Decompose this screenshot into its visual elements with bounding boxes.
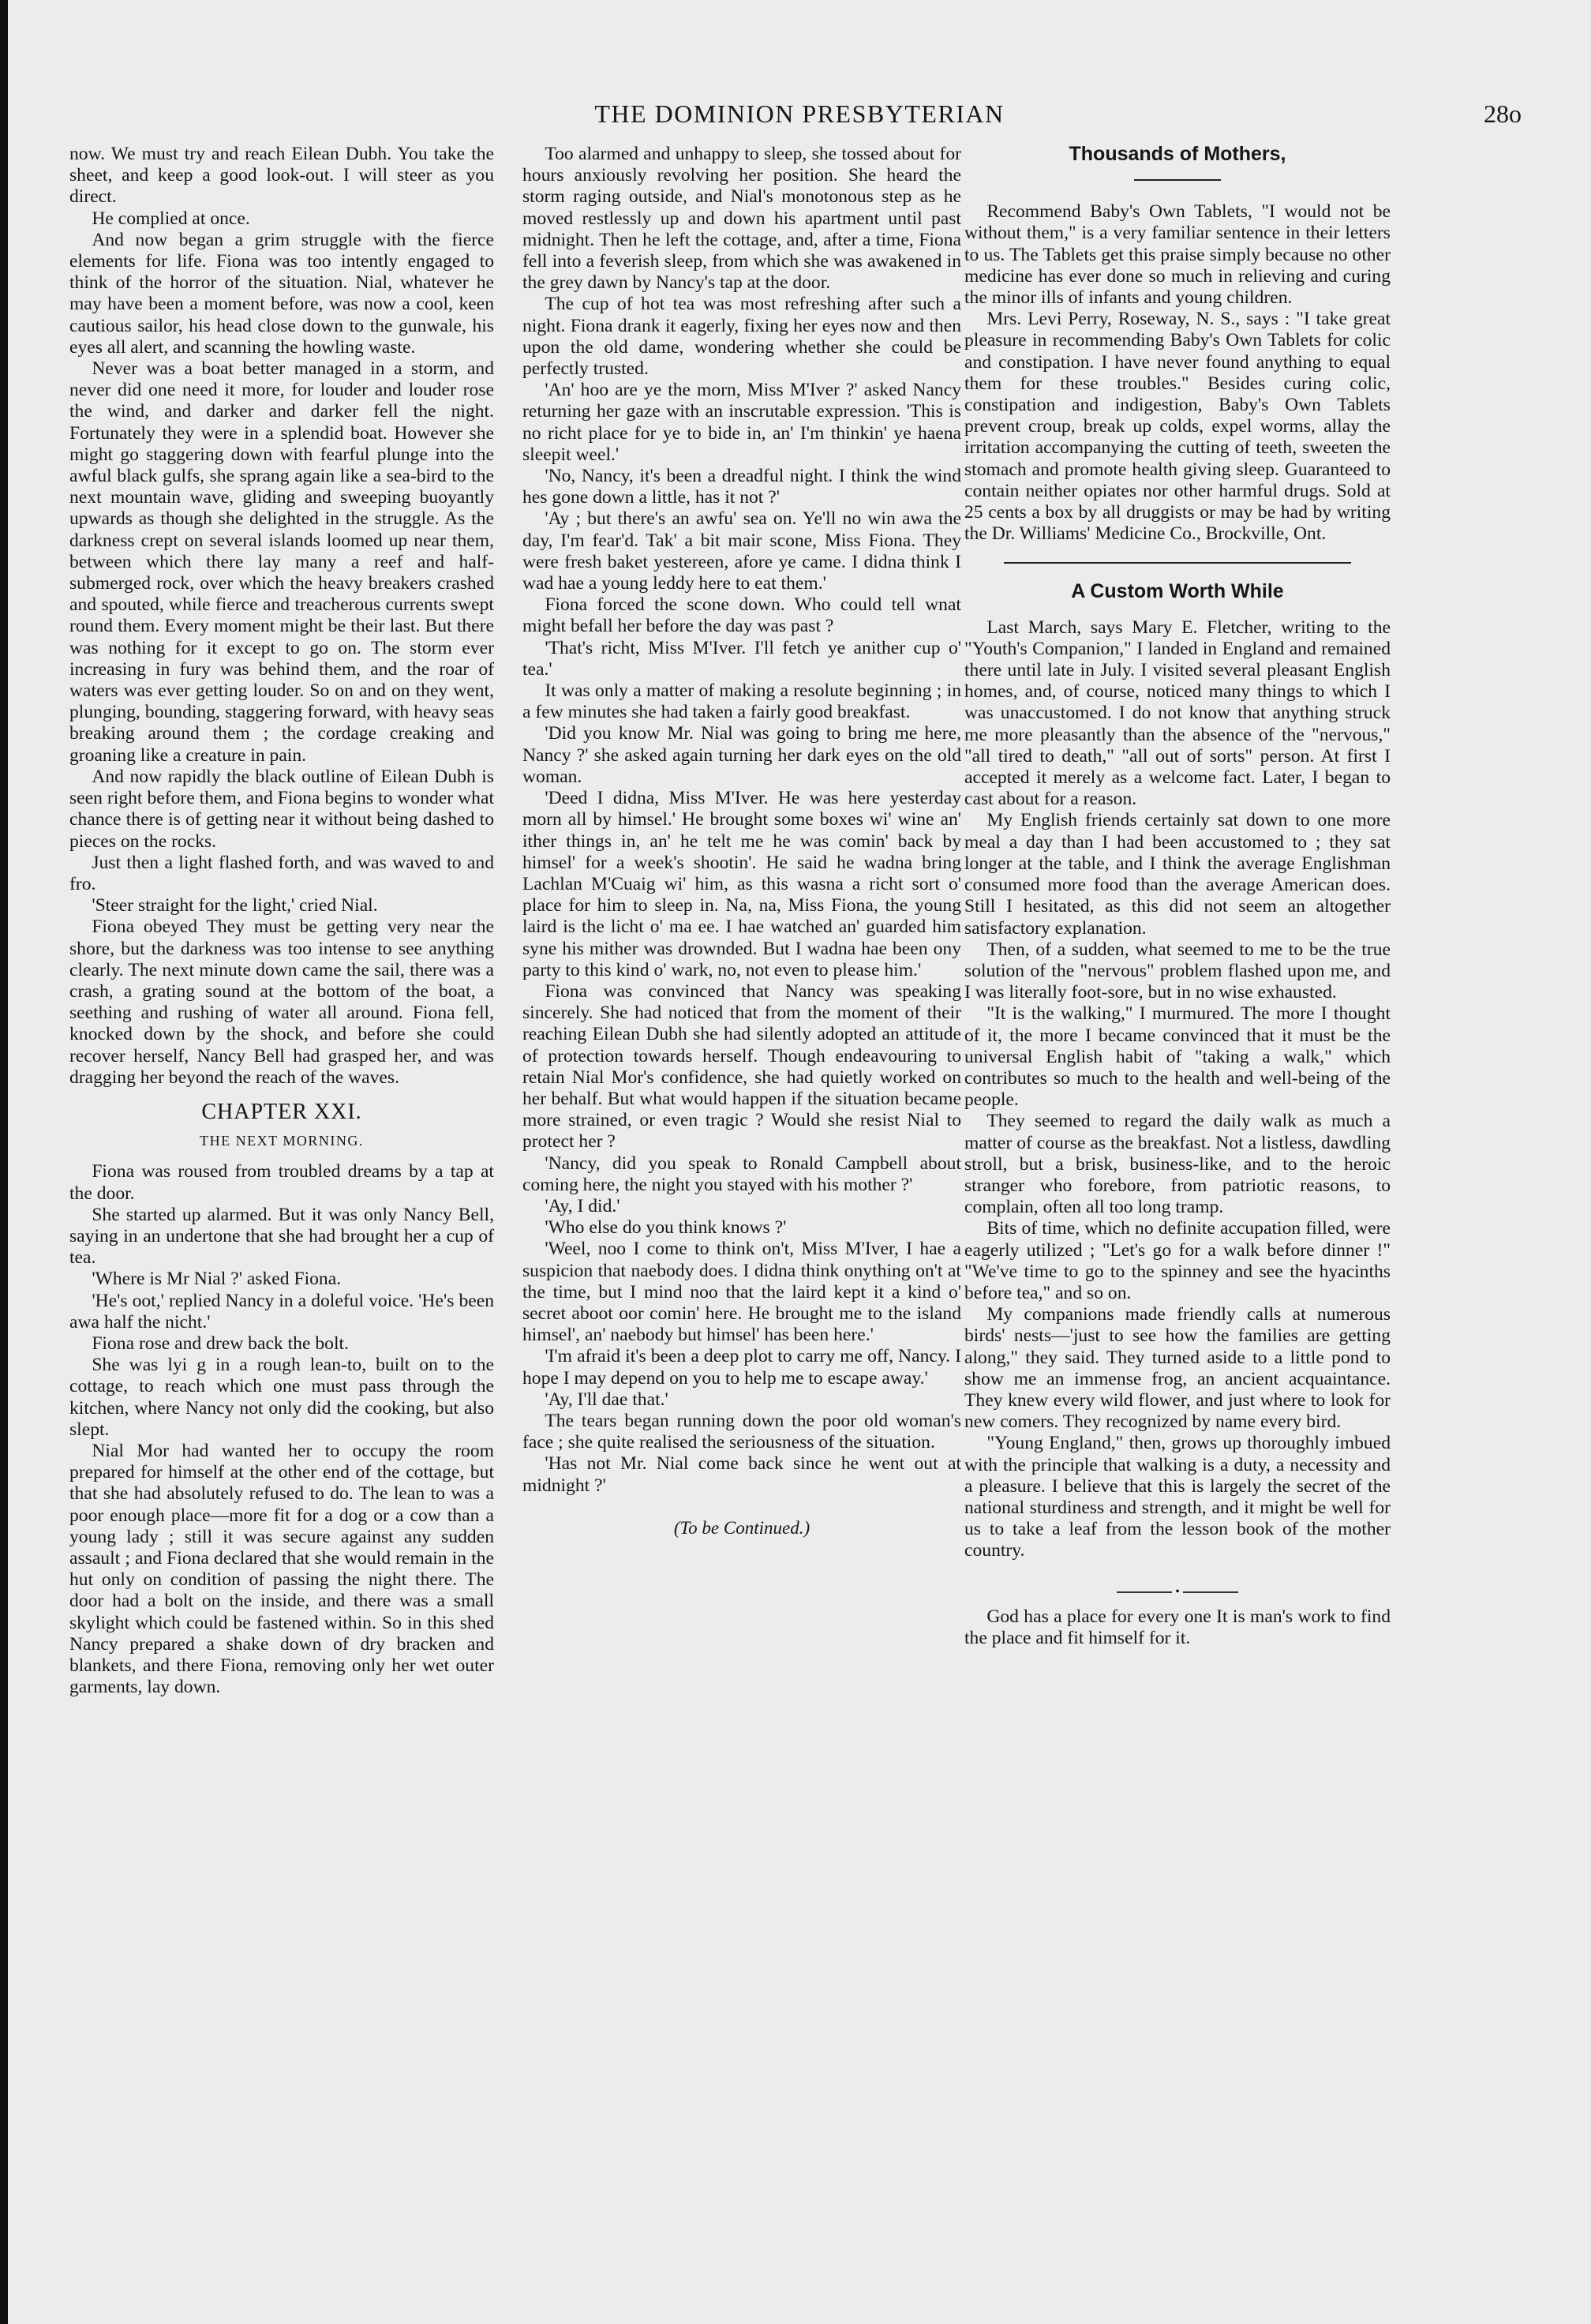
paragraph: 'Where is Mr Nial ?' asked Fiona. bbox=[92, 1269, 342, 1290]
chapter-heading: CHAPTER XXI. bbox=[201, 1099, 362, 1124]
paragraph: My companions made friendly calls at numerous birds' nests—'just to see how the families are getting along," they said. They turned aside to a little pond to show me an immense frog, an ancient acquaintance. They knew every wild flower, and just where to look for new comers. They recognized by name every bird. bbox=[964, 1304, 1391, 1433]
ornament-line bbox=[1183, 1591, 1238, 1593]
divider bbox=[1134, 179, 1221, 181]
ornament-line bbox=[1117, 1591, 1172, 1593]
paragraph: It was only a matter of making a resolute beginning ; in a few minutes she had taken a fairly good breakfast. bbox=[522, 680, 961, 723]
closing-paragraph: God has a place for every one It is man's work to find the place and fit himself for it. bbox=[964, 1606, 1391, 1648]
paragraph: 'Did you know Mr. Nial was going to bring me here, Nancy ?' she asked again turning her dark eyes on the old woman. bbox=[522, 723, 961, 787]
paragraph: Fiona rose and drew back the bolt. bbox=[92, 1333, 349, 1354]
paragraph: 'Deed I didna, Miss M'Iver. He was here yesterday morn all by himsel.' He brought some boxes wi' wine an' ither things in, an' he telt me he was comin' back by himsel' for a week's shootin'. He said he wadna bring Lachlan M'Cuaig wi' him, as this wasna a richt sort o' place for him to sleep in. Na, na, Miss Fiona, the young laird is the licht o' ma ee. I hae watched an' guarded him syne his mither was drownded. But I wadna hae been ony party to this kind o' wark, no, not even to please him.' bbox=[522, 788, 961, 980]
article-title-mothers: Thousands of Mothers, bbox=[1069, 143, 1286, 165]
paragraph: They seemed to regard the daily walk as much a matter of course as the breakfast. Not a listless, dawdling stroll, but a brisk, business-like, and to the heroic stranger who forebore, from patriotic reasons, to complain, often all too long tramp. bbox=[964, 1111, 1391, 1218]
ornament-dot: • bbox=[1175, 1584, 1180, 1599]
paragraph: And now began a grim struggle with the fierce elements for life. Fiona was too intently engaged to think of the horror of the situation. Nial, whatever he may have been a moment before, was now a cool, keen cautious sailor, his head close down to the gunwale, his eyes all alert, and scanning the howling waste. bbox=[69, 229, 494, 358]
paragraph: 'He's oot,' replied Nancy in a doleful voice. 'He's been awa half the nicht.' bbox=[69, 1290, 494, 1333]
paragraph: 'No, Nancy, it's been a dreadful night. I think the wind hes gone down a little, has it not ?' bbox=[522, 466, 961, 508]
paragraph: My English friends certainly sat down to one more meal a day than I had been accustomed to ; they sat longer at the table, and I think the average Englishman consumed more food than the average American does. Still I hesitated, as this did not seem an altogether satisfactory explanation. bbox=[964, 810, 1391, 939]
paragraph: She started up alarmed. But it was only Nancy Bell, saying in an undertone that she had brought her a cup of tea. bbox=[69, 1204, 494, 1269]
paragraph: Bits of time, which no definite accupation filled, were eagerly utilized ; "Let's go for a walk before dinner !" "We've time to go to the spinney and see the hyacinths before tea," and so on. bbox=[964, 1218, 1391, 1303]
paragraph: Fiona was roused from troubled dreams by a tap at the door. bbox=[69, 1161, 494, 1204]
paragraph: Just then a light flashed forth, and was waved to and fro. bbox=[69, 852, 494, 894]
paragraph: 'I'm afraid it's been a deep plot to carry me off, Nancy. I hope I may depend on you to help me to escape away.' bbox=[522, 1346, 961, 1389]
paragraph: 'Weel, noo I come to think on't, Miss M'Iver, I hae a suspicion that naebody does. I didna think onything on't at the time, but I mind noo that the laird kept it a kind o' secret aboot oor comin' here. He brought me to the island himsel', an' naebody but himsel' has been here.' bbox=[522, 1239, 961, 1346]
paragraph: 'Steer straight for the light,' cried Nial. bbox=[92, 895, 378, 916]
paragraph: Last March, says Mary E. Fletcher, writing to the "Youth's Companion," I landed in England and remained there until late in July. I visited several pleasant English homes, and, of course, noticed many things to which I was unaccustomed. I do not know that anything struck me more pleasantly than the absence of the "nervous," "all tired to death," "all out of sorts" person. At first I accepted it merely as a welcome fact. Later, I began to cast about for a reason. bbox=[964, 617, 1391, 810]
chapter-subheading: THE NEXT MORNING. bbox=[200, 1133, 364, 1149]
paragraph: 'Ay ; but there's an awfu' sea on. Ye'll no win awa the day, I'm fear'd. Tak' a bit mair scone, Miss Fiona. They were fresh baket yestereen, afore ye came. I didna think I wad hae a young leddy here to eat them.' bbox=[522, 508, 961, 594]
scan-edge bbox=[0, 0, 8, 2324]
paragraph: The tears began running down the poor old woman's face ; she quite realised the seriousness of the situation. bbox=[522, 1410, 961, 1453]
paragraph: 'Who else do you think knows ?' bbox=[545, 1217, 787, 1239]
article-title-custom: A Custom Worth While bbox=[1071, 580, 1284, 603]
paragraph: Fiona was convinced that Nancy was speaking sincerely. She had noticed that from the moment of their reaching Eilean Dubh she had silently adopted an attitude of protection towards herself. Though endeavouring to retain Nial Mor's confidence, she had quietly worked on her behalf. But what would happen if the situation became more strained, or even tragic ? Would she resist Nial to protect her ? bbox=[522, 980, 961, 1153]
paragraph: 'That's richt, Miss M'Iver. I'll fetch ye anither cup o' tea.' bbox=[522, 637, 961, 680]
paragraph: Nial Mor had wanted her to occupy the room prepared for himself at the other end of the cottage, but that she had absolutely refused to do. The lean to was a poor enough place—more fit for a dog or a cow than a young lady ; still it was secure against any sudden assault ; and Fiona declared that she would remain in the hut only on condition of passing the night there. The door had a bolt on the inside, and there was a small skylight which could be fastened within. So in this shed Nancy prepared a shake down of dry bracken and blankets, and there Fiona, removing only her wet outer garments, lay down. bbox=[69, 1440, 494, 1698]
column-2 bbox=[522, 144, 961, 1539]
paragraph: The cup of hot tea was most refreshing after such a night. Fiona drank it eagerly, fixing her eyes now and then upon the old dame, wondering whether she could be perfectly trusted. bbox=[522, 294, 961, 380]
paragraph: He complied at once. bbox=[92, 208, 250, 229]
running-head: THE DOMINION PRESBYTERIAN bbox=[594, 99, 1005, 128]
paragraph: Recommend Baby's Own Tablets, "I would not be without them," is a very familiar sentence in their letters to us. The Tablets get this praise simply because no other medicine has ever done so much in relieving and curing the minor ills of infants and young children. bbox=[964, 201, 1391, 309]
paragraph: "Young England," then, grows up thoroughly imbued with the principle that walking is a duty, a necessity and a pleasure. I believe that this is largely the secret of the national sturdiness and strength, and it might be well for us to take a leaf from the lesson book of the mother country. bbox=[964, 1433, 1391, 1561]
paragraph: And now rapidly the black outline of Eilean Dubh is seen right before them, and Fiona begins to wonder what chance there is of getting near it without being dashed to pieces on the rocks. bbox=[69, 766, 494, 852]
paragraph: 'Has not Mr. Nial come back since he went out at midnight ?' bbox=[522, 1453, 961, 1496]
paragraph: Then, of a sudden, what seemed to me to be the true solution of the "nervous" problem flashed upon me, and I was literally foot-sore, but in no wise exhausted. bbox=[964, 939, 1391, 1003]
ornament-divider bbox=[964, 1586, 1391, 1599]
column-1 bbox=[69, 144, 494, 1698]
paragraph: Never was a boat better managed in a storm, and never did one need it more, for louder and louder rose the wind, and darker and darker fell the night. Fortunately they were in a splendid boat. However she might go staggering down with fearful plunge into the awful black gulfs, she sprang again like a sea-bird to the next mountain wave, gliding and sweeping buoyantly upwards as though she delighted in the struggle. As the darkness crept on several islands loomed up near them, between which there lay many a reef and half-submerged rock, over which the heavy breakers crashed and spouted, while fierce and treacherous currents swept round them. Every moment might be their last. But there was nothing for it except to go on. The storm ever increasing in fury was behind them, and the roar of waters was ever getting louder. So on and on they went, plunging, bounding, staggering forward, with heavy seas breaking around them ; the cordage creaking and groaning like a creature in pain. bbox=[69, 358, 494, 766]
divider bbox=[1004, 562, 1351, 564]
paragraph: Fiona forced the scone down. Who could tell wnat might befall her before the day was past ? bbox=[522, 594, 961, 637]
column-3 bbox=[964, 144, 1391, 1649]
paragraph: Mrs. Levi Perry, Roseway, N. S., says : "I take great pleasure in recommending Baby's Own Tablets for colic and constipation. I have never found anything to equal them for these troubles." Besides curing colic, constipation and indigestion, Baby's Own Tablets prevent croup, break up colds, expel worms, allay the irritation accompanying the cutting of teeth, sweeten the stomach and promote health giving sleep. Guaranteed to contain neither opiates nor other harmful drugs. Sold at 25 cents a box by all druggists or may be had by writing the Dr. Williams' Medicine Co., Brockville, Ont. bbox=[964, 309, 1391, 545]
paragraph: "It is the walking," I murmured. The more I thought of it, the more I became convinced that it must be the universal English habit of "taking a walk," which contributes so much to the health and well-being of the people. bbox=[964, 1003, 1391, 1111]
paragraph: She was lyi g in a rough lean-to, built on to the cottage, to reach which one must pass through the kitchen, where Nancy not only did the cooking, but also slept. bbox=[69, 1355, 494, 1440]
page-number: 28o bbox=[1484, 99, 1522, 128]
paragraph: 'An' hoo are ye the morn, Miss M'Iver ?' asked Nancy returning her gaze with an inscrutable expression. 'This is no richt place for ye to bide in, an' I'm thinkin' ye haena sleepit weel.' bbox=[522, 380, 961, 465]
continued-note: (To be Continued.) bbox=[673, 1517, 810, 1538]
paragraph: now. We must try and reach Eilean Dubh. You take the sheet, and keep a good look-out. I will steer as you direct. bbox=[69, 144, 494, 208]
paragraph: Fiona obeyed They must be getting very near the shore, but the darkness was too intense to see anything clearly. The next minute down came the sail, there was a crash, a grating sound at the bottom of the boat, a seething and rushing of water all around. Fiona fell, knocked down by the shock, and before she could recover herself, Nancy Bell had grasped her, and was dragging her beyond the reach of the waves. bbox=[69, 916, 494, 1088]
newspaper-page bbox=[8, 0, 1591, 2324]
paragraph: 'Ay, I did.' bbox=[545, 1195, 620, 1216]
paragraph: 'Ay, I'll dae that.' bbox=[545, 1389, 668, 1410]
paragraph: 'Nancy, did you speak to Ronald Campbell about coming here, the night you stayed with his mother ?' bbox=[522, 1153, 961, 1195]
paragraph: Too alarmed and unhappy to sleep, she tossed about for hours anxiously revolving her position. She heard the storm raging outside, and Nial's monotonous step as he moved restlessly up and down his apartment until past midnight. Then he left the cottage, and, after a time, Fiona fell into a feverish sleep, from which she was awakened in the grey dawn by Nancy's tap at the door. bbox=[522, 144, 961, 294]
